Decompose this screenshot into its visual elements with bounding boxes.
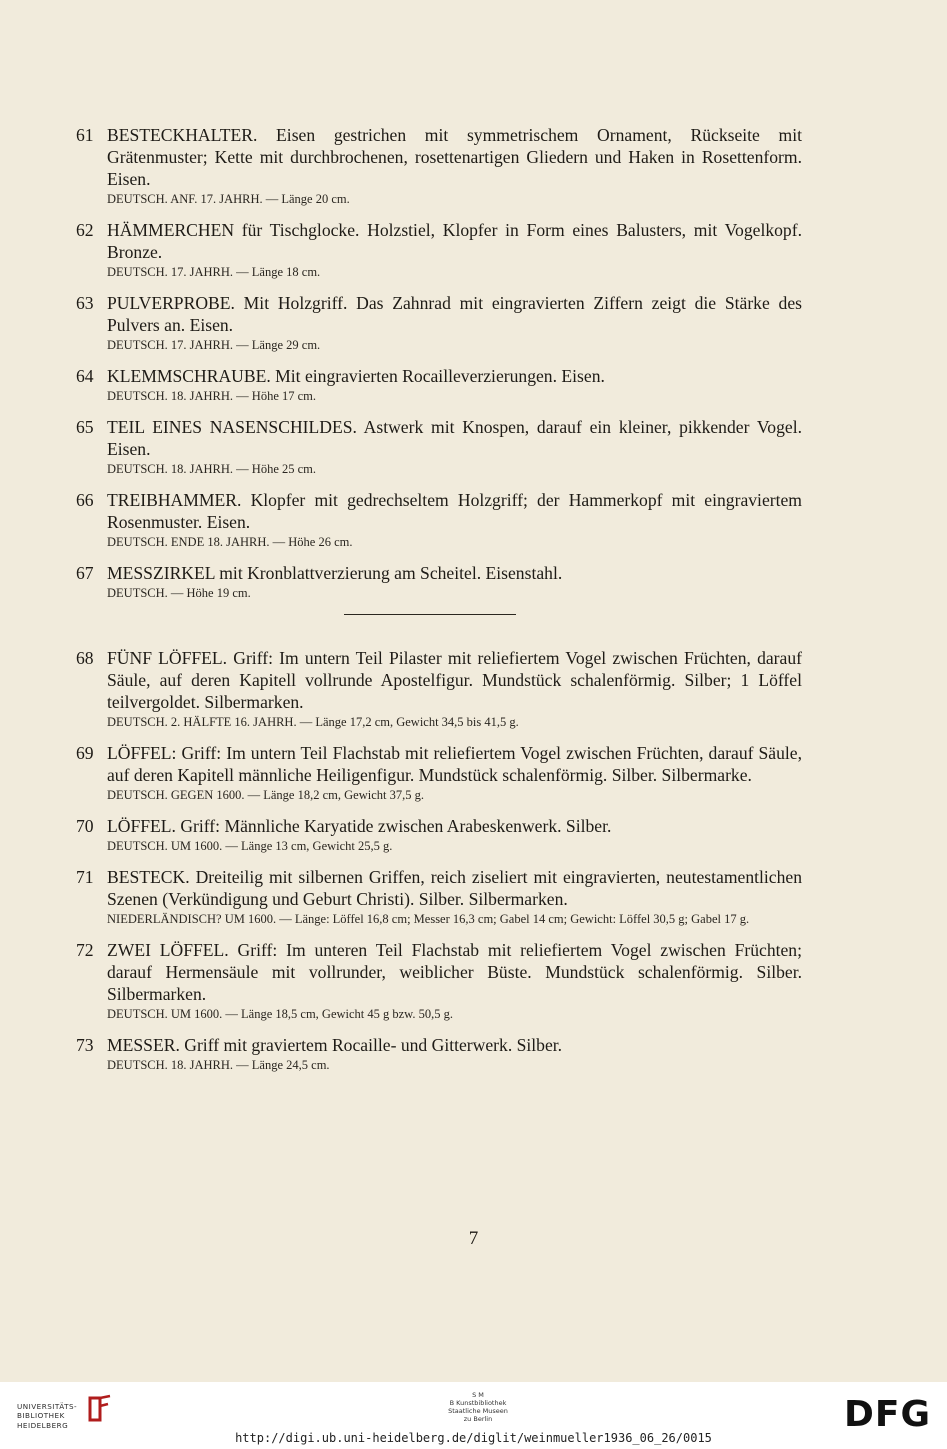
section-divider: [344, 614, 516, 615]
catalog-entry: [76, 489, 802, 551]
entry-meta: DEUTSCH. ENDE 18. JAHRH. — Höhe 26 cm.: [107, 535, 353, 549]
entry-title: TREIBHAMMER. Klopfer mit gedrechseltem Holzgriff; der Hammerkopf mit eingraviertem Rosenmuster. Eisen.: [107, 490, 802, 532]
entry-meta: DEUTSCH. UM 1600. — Länge 18,5 cm, Gewicht 45 g bzw. 50,5 g.: [107, 1007, 454, 1021]
catalog-entries: [76, 124, 802, 1085]
catalog-entry: [76, 292, 802, 354]
catalog-entry: [76, 939, 802, 1023]
entry-meta: DEUTSCH. GEGEN 1600. — Länge 18,2 cm, Gewicht 37,5 g.: [107, 788, 424, 802]
entry-title: ZWEI LÖFFEL. Griff: Im unteren Teil Flachstab mit reliefiertem Vogel zwischen Früchten; darauf Hermensäule mit vollrunder, weiblicher Büste. Mundstück schalenförmig. Silber. Silbermarken.: [107, 940, 802, 1004]
entry-number: 64: [76, 366, 94, 386]
entry-number: 63: [76, 293, 94, 313]
entry-number: 62: [76, 220, 94, 240]
entry-title: FÜNF LÖFFEL. Griff: Im untern Teil Pilaster mit reliefiertem Vogel zwischen Früchten, darauf Säule, auf deren Kapitell vollrunde Apostelfigur. Mundstück schalenförmig. Silber; 1 Löffel teilvergoldet. Silbermarken.: [107, 648, 802, 712]
entry-meta: DEUTSCH. UM 1600. — Länge 13 cm, Gewicht 25,5 g.: [107, 839, 393, 853]
entry-number: 66: [76, 490, 94, 510]
entry-meta: DEUTSCH. 17. JAHRH. — Länge 29 cm.: [107, 338, 321, 352]
entry-meta: DEUTSCH. 18. JAHRH. — Länge 24,5 cm.: [107, 1058, 330, 1072]
entry-meta: DEUTSCH. 17. JAHRH. — Länge 18 cm.: [107, 265, 321, 279]
catalog-entry: [76, 416, 802, 478]
entry-title: TEIL EINES NASENSCHILDES. Astwerk mit Knospen, darauf ein kleiner, pikkender Vogel. Eisen.: [107, 417, 802, 459]
source-url[interactable]: http://digi.ub.uni-heidelberg.de/diglit/weinmueller1936_06_26/0015: [235, 1431, 712, 1445]
catalog-entry: [76, 124, 802, 208]
entry-title: MESSER. Griff mit graviertem Rocaille- und Gitterwerk. Silber.: [107, 1035, 563, 1055]
entry-number: 61: [76, 125, 94, 145]
entry-number: 68: [76, 648, 94, 668]
entry-meta: DEUTSCH. 18. JAHRH. — Höhe 25 cm.: [107, 462, 317, 476]
catalog-entry: [76, 562, 802, 602]
catalog-entry: [76, 742, 802, 804]
entry-number: 69: [76, 743, 94, 763]
entry-number: 71: [76, 867, 94, 887]
entry-number: 65: [76, 417, 94, 437]
catalog-entry: [76, 647, 802, 731]
entry-title: HÄMMERCHEN für Tischglocke. Holzstiel, Klopfer in Form eines Balusters, mit Vogelkopf. Bronze.: [107, 220, 802, 262]
catalog-entry: [76, 866, 802, 928]
library-logo-icon: [86, 1394, 114, 1428]
museum-stamp: S M B Kunstbibliothek Staatliche Museen zu Berlin: [448, 1391, 508, 1423]
catalog-entry: [76, 365, 802, 405]
entry-title: PULVERPROBE. Mit Holzgriff. Das Zahnrad mit eingravierten Ziffern zeigt die Stärke des Pulvers an. Eisen.: [107, 293, 802, 335]
entry-meta: DEUTSCH. ANF. 17. JAHRH. — Länge 20 cm.: [107, 192, 350, 206]
page-number: 7: [468, 1228, 479, 1249]
viewer-footer: [0, 1382, 947, 1449]
entry-title: BESTECK. Dreiteilig mit silbernen Griffen, reich ziseliert mit eingravierten, neutestamentlichen Szenen (Verkündigung und Geburt Christi). Silber. Silbermarken.: [107, 867, 802, 909]
entry-title: LÖFFEL. Griff: Männliche Karyatide zwischen Arabeskenwerk. Silber.: [107, 816, 612, 836]
catalog-entry: [76, 219, 802, 281]
entry-title: BESTECKHALTER. Eisen gestrichen mit symmetrischem Ornament, Rückseite mit Grätenmuster; Kette mit durchbrochenen, rosettenartigen Gliedern und Haken in Rosettenform. Eisen.: [107, 125, 802, 189]
entry-number: 72: [76, 940, 94, 960]
entry-meta: NIEDERLÄNDISCH? UM 1600. — Länge: Löffel 16,8 cm; Messer 16,3 cm; Gabel 14 cm; Gewicht: Löffel 30,5 g; Gabel 17 g.: [107, 912, 750, 926]
entry-title: KLEMMSCHRAUBE. Mit eingravierten Rocailleverzierungen. Eisen.: [107, 366, 605, 386]
entry-number: 73: [76, 1035, 94, 1055]
entry-title: MESSZIRKEL mit Kronblattverzierung am Scheitel. Eisenstahl.: [107, 563, 563, 583]
entry-number: 67: [76, 563, 94, 583]
catalog-entry: [76, 1034, 802, 1074]
entry-meta: DEUTSCH. 18. JAHRH. — Höhe 17 cm.: [107, 389, 317, 403]
entry-title: LÖFFEL: Griff: Im untern Teil Flachstab mit reliefiertem Vogel zwischen Früchten, darauf Säule, auf deren Kapitell männliche Heiligenfigur. Mundstück schalenförmig. Silber. Silbermarke.: [107, 743, 802, 785]
catalog-entry: [76, 815, 802, 855]
library-name: UNIVERSITÄTS- BIBLIOTHEK HEIDELBERG: [17, 1402, 78, 1430]
entry-meta: DEUTSCH. — Höhe 19 cm.: [107, 586, 251, 600]
entry-number: 70: [76, 816, 94, 836]
entry-meta: DEUTSCH. 2. HÄLFTE 16. JAHRH. — Länge 17,2 cm, Gewicht 34,5 bis 41,5 g.: [107, 715, 519, 729]
dfg-logo: DFG: [843, 1394, 931, 1435]
